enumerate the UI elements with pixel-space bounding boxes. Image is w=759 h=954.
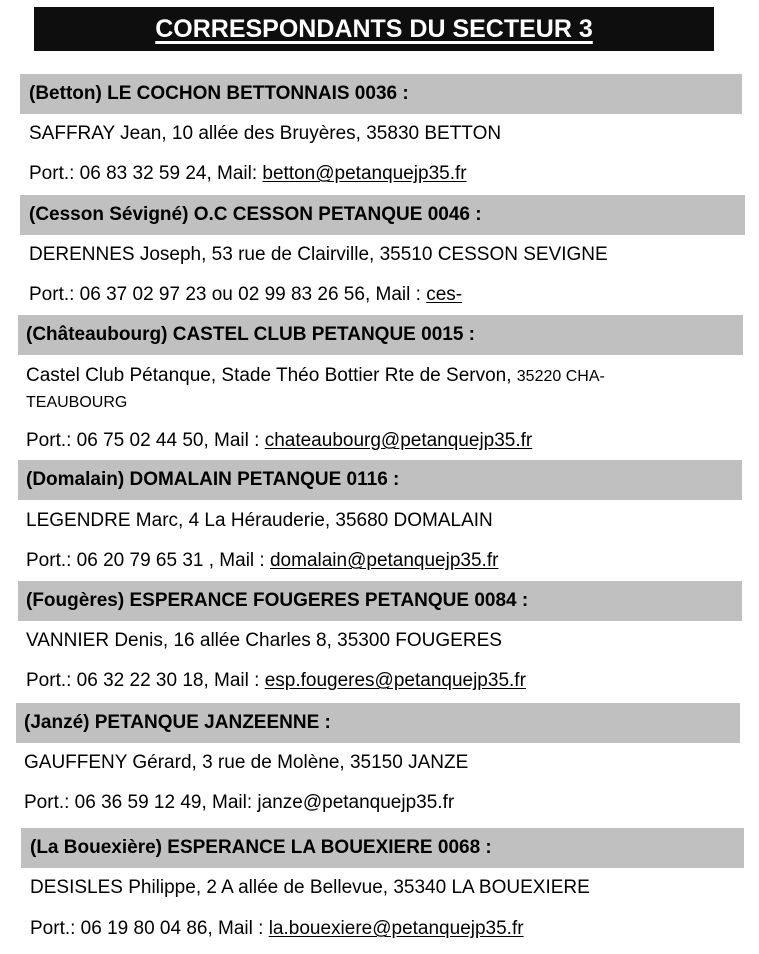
club-address: GAUFFENY Gérard, 3 rue de Molène, 35150 JANZE xyxy=(24,752,469,773)
club-name: PETANQUE JANZEENNE : xyxy=(94,712,331,733)
email-link[interactable]: betton@petanquejp35.fr xyxy=(262,163,467,184)
club-header-fougeres xyxy=(18,581,742,621)
club-name: DOMALAIN PETANQUE 0116 : xyxy=(129,469,400,490)
club-city: (Betton) xyxy=(29,83,102,104)
club-address: SAFFRAY Jean, 10 allée des Bruyères, 35830 BETTON xyxy=(29,123,502,144)
email-link[interactable]: esp.fougeres@petanquejp35.fr xyxy=(264,670,526,691)
club-city: (Domalain) xyxy=(26,469,125,490)
club-city: (Janzé) xyxy=(24,712,90,733)
address-text: Castel Club Pétanque, Stade Théo Bottier Rte de Servon, xyxy=(26,365,517,386)
club-contact xyxy=(26,550,498,572)
title-banner xyxy=(34,7,714,51)
email-text[interactable]: janze@petanquejp35.fr xyxy=(257,792,455,813)
contact-phone: Port.: 06 36 59 12 49, Mail: xyxy=(24,792,258,813)
page-title: CORRESPONDANTS DU SECTEUR 3 xyxy=(155,14,593,43)
club-name: O.C CESSON PETANQUE 0046 : xyxy=(193,204,482,225)
club-contact xyxy=(24,792,454,814)
club-header-chateaubourg xyxy=(18,315,743,355)
club-address: LEGENDRE Marc, 4 La Hérauderie, 35680 DOMALAIN xyxy=(26,510,493,531)
club-contact xyxy=(26,430,532,452)
email-link[interactable]: ces- xyxy=(426,284,463,305)
club-header-domalain xyxy=(18,460,742,500)
club-city: (Cesson Sévigné) xyxy=(29,204,189,225)
club-header-betton xyxy=(20,74,742,114)
contact-phone: Port.: 06 32 22 30 18, Mail : xyxy=(26,670,265,691)
contact-phone: Port.: 06 75 02 44 50, Mail : xyxy=(26,430,265,451)
club-city: (Fougères) xyxy=(26,590,125,611)
contact-phone: Port.: 06 20 79 65 31 , Mail : xyxy=(26,550,270,571)
email-link[interactable]: la.bouexiere@petanquejp35.fr xyxy=(268,918,524,939)
club-address: DESISLES Philippe, 2 A allée de Bellevue, 35340 LA BOUEXIERE xyxy=(30,877,590,898)
club-header-la-bouexiere xyxy=(21,828,744,868)
club-address-line2: TEAUBOURG xyxy=(26,394,128,411)
address-postcode: 35220 CHA- xyxy=(516,368,605,385)
club-contact xyxy=(29,163,467,185)
club-address: VANNIER Denis, 16 allée Charles 8, 35300 FOUGERES xyxy=(26,630,502,651)
club-name: CASTEL CLUB PETANQUE 0015 : xyxy=(172,324,476,345)
club-contact xyxy=(30,918,524,940)
contact-phone: Port.: 06 19 80 04 86, Mail : xyxy=(30,918,269,939)
club-header-cesson xyxy=(20,195,745,235)
club-contact xyxy=(26,670,526,692)
club-city: (La Bouexière) xyxy=(30,837,162,858)
club-header-janze xyxy=(16,703,740,743)
club-name: ESPERANCE FOUGERES PETANQUE 0084 : xyxy=(129,590,529,611)
contact-phone: Port.: 06 83 32 59 24, Mail: xyxy=(29,163,263,184)
email-link[interactable]: domalain@petanquejp35.fr xyxy=(269,550,499,571)
club-name: ESPERANCE LA BOUEXIERE 0068 : xyxy=(167,837,492,858)
club-city: (Châteaubourg) xyxy=(26,324,168,345)
club-name: LE COCHON BETTONNAIS 0036 : xyxy=(107,83,409,104)
club-contact xyxy=(29,284,462,306)
email-link[interactable]: chateaubourg@petanquejp35.fr xyxy=(264,430,533,451)
club-address xyxy=(26,365,605,388)
contact-phone: Port.: 06 37 02 97 23 ou 02 99 83 26 56, Mail : xyxy=(29,284,427,305)
club-address: DERENNES Joseph, 53 rue de Clairville, 35510 CESSON SEVIGNE xyxy=(29,244,608,265)
